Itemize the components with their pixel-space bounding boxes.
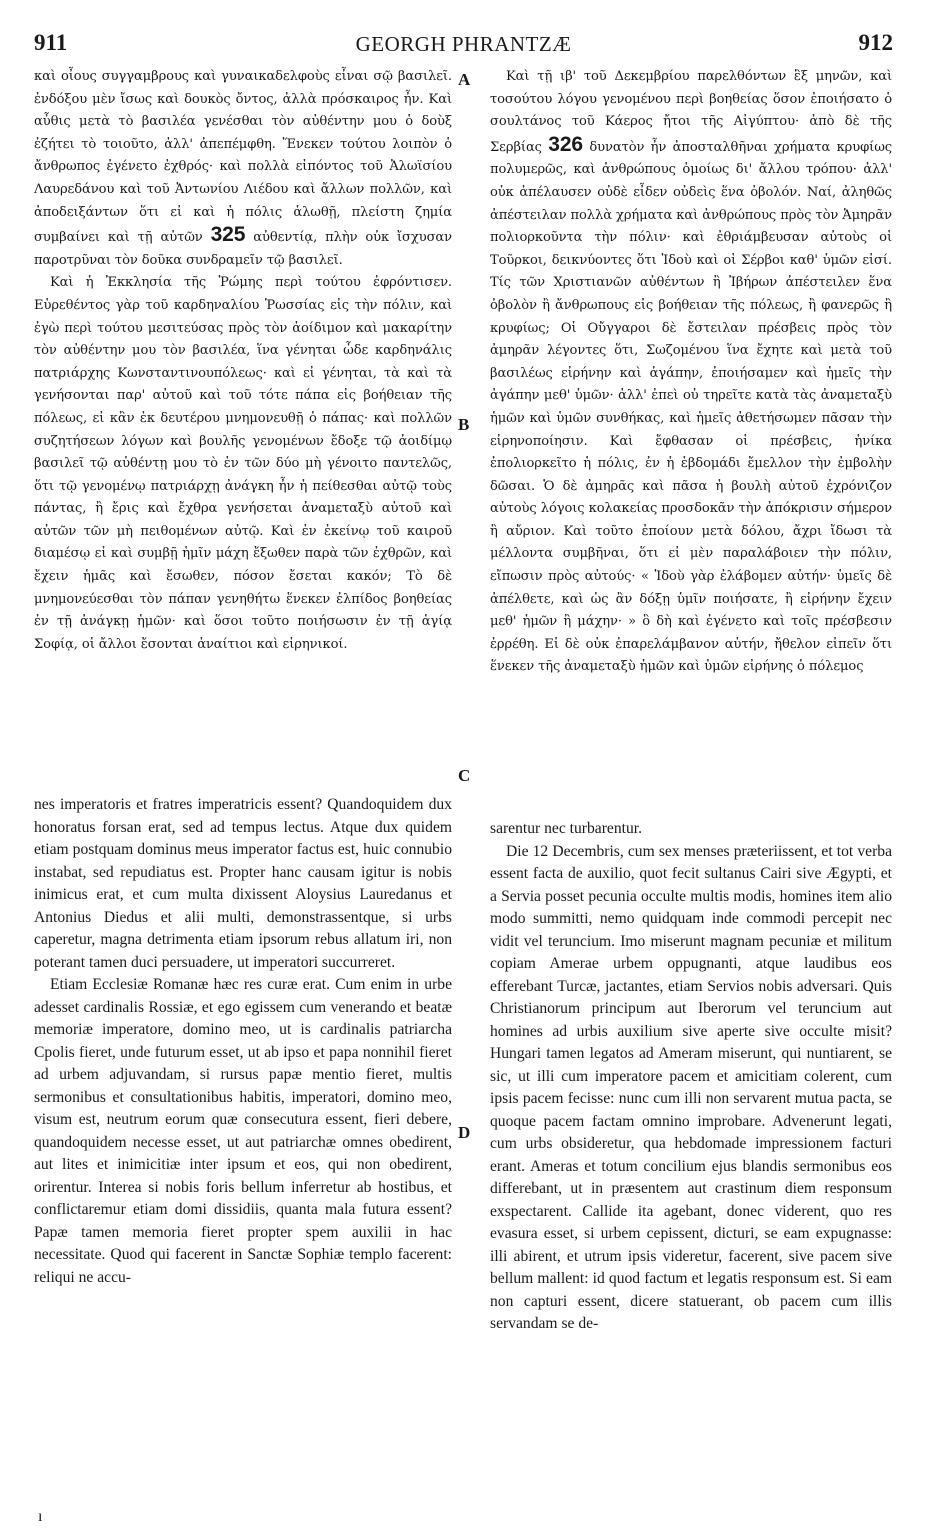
left-latin-paragraph-1: nes imperatoris et fratres imperatricis essent? Quandoquidem dux honoratus forsan erat, sed ad tempus lectus. Atque dux quidem etiam postquam dominus meus imperator factus est, huic connubio instabat, sed repudiatus est. Propter hanc causam igitur is nobis inimicus erat, et cum multa dixissent Aloysius Lauredanus et Antonius Diedus et alii multi, demonstrassentque, si urbs caperetur, magna detrimenta etiam ipsorum rebus allatum iri, non poterant tamen duci persuadere, ut imperatori succurreret. — [34, 796, 452, 971]
margin-letter-c: C — [458, 766, 471, 785]
right-page-number: 912 — [858, 30, 893, 55]
left-greek-paragraph-2: Καὶ ἡ Ἐκκλησία τῆς Ῥώμης περὶ τούτου ἐφρόντισεν. Εὑρεθέντος γὰρ τοῦ καρδηναλίου Ῥωσσίας εἰς τὴν πόλιν, καὶ ἐγὼ περὶ τούτου μεσιτεύσας πρὸς τὸν ἀοίδιμον καὶ μακαρίτην τὸν αὐθέντην μου τὸν βασιλέα, ἵνα γένηται ὧδε καρδηνάλις πατριάρχης Κωνσταντινουπόλεως· καὶ εἰ γένηται, τὰ καὶ τὰ γενήσονται παρ' αὐτοῦ καὶ τοῦ τότε πάπα εἰς βοήθειαν τῆς πόλεως, εἰ κἂν ἐκ δευτέρου μνημονευθῇ ὁ πάπας· καὶ πολλῶν συζητήσεων λόγων καὶ βουλῆς γενομένων ἔδοξε τῷ ἀοιδίμῳ βασιλεῖ τῷ αὐθέντῃ μου τὸ ἐν τῶν δύο μὴ γένοιτο παντελῶς, ὅτι τῷ γενομένῳ πατριάρχῃ ἀνάγκη ἦν ἡ πείθεσθαι αὐτῷ τοὺς πάντας, ἢ ἔρις καὶ ἔχθρα γενήσεται ἀναμεταξὺ αὐτοῦ καὶ αὐτῶν τῶν μὴ πειθομένων αὐτῷ. Καὶ ἐν ἐκείνῳ τοῦ καιροῦ διαμέσῳ εἰ καὶ συμβῇ ἡμῖν μάχη ἔξωθεν παρὰ τῶν ἐχθρῶν, καὶ ἔχειν ἡμᾶς καὶ ἔσωθεν, πόσον ἔσεται κακόν; Τὸ δὲ μνημονεύεσθαι τὸν πάπαν γενηθήτω ἕνεκεν ἐλπίδος βοηθείας ἐν τῇ ἀνάγκῃ ἡμῶν· καὶ ὅσοι τοῦτο ποιήσωσιν ἐν τῇ ἁγίᾳ Σοφίᾳ, οἱ ἄλλοι ἔσονται ἀναίτιοι καὶ εἰρηνικοί. — [34, 275, 452, 652]
right-greek-text-1b: δυνατὸν ἦν ἀποσταλθῆναι χρήματα κρυφίως πολυμερῶς, καὶ ἀνθρώπους ὁμοίως δι' ἄλλου τρόπου· ἀλλ' οὐκ ἀπέλαυσεν οὐδὲ εἶδεν οὐδεὶς ἕνα ὀβολόν. Ναί, ἀληθῶς ἀπέστειλαν πολλὰ χρήματα καὶ ἀνθρώπους πρὸς τὸν Ἀμηρᾶν πολιορκοῦντα τὴν πόλιν· καὶ ἐθριάμβευσαν αὐτοὺς οἱ Τοῦρκοι, δεικνύοντες ὅτι Ἰδοὺ καὶ οἱ Σέρβοι καθ' ὑμῶν εἰσί. Τίς τῶν Χριστιανῶν αὐθέντων ἢ Ἰβήρων ἀπέστειλεν ἕνα ὀβολὸν ἢ ἄνθρωπους εἰς βοήθειαν τῆς πόλεως, ἢ φανερῶς ἢ κρυφίως; Οἱ Οὔγγαροι δὲ ἔστειλαν πρέσβεις πρὸς τὸν ἀμηρᾶν λέγοντες ὅτι, Σωζομένου ἵνα ἔχητε καὶ μετὰ τοῦ βασιλέως εἰρήνην καὶ ἀγάπην, ἐποιήσαμεν καὶ ἡμεῖς τὴν ἀγάπην μεθ' ὑμῶν· ἀλλ' ἐπεὶ οὐ τηρεῖτε κατὰ τὰς ἀναμεταξὺ ἡμῶν καὶ ὑμῶν συνθήκας, καὶ ἡμεῖς ἀθετήσωμεν πᾶσαν τὴν εἰρηνοποίησιν. Καὶ ἔφθασαν οἱ πρέσβεις, ἡνίκα ἐπολιορκεῖτο ἡ πόλις, ἐν ἡ ἑβδομάδι ἔμελλον τὴν ἐμβολὴν δῶσαι. Ὁ δὲ ἀμηρᾶς καὶ πᾶσα ἡ βουλὴ αὐτοῦ ἐχρόνιζον αὐτοὺς λόγοις κολακείας προσδοκᾶν τὴν ἀπόκρισιν σήμερον ἢ αὔριον. Καὶ τοῦτο ἐποίουν μετὰ δόλου, ἄχρι ἴδωσι τὰ μέλλοντα συμβῆναι, ὅτι εἰ μὲν παραλάβοιεν τὴν πόλιν, εἴπωσιν πρὸς αὐτούς· « Ἰδοὺ γὰρ ἐλάβομεν αὐτήν· ὑμεῖς δὲ ἀπέλθετε, καὶ ὡς ἂν δόξῃ ὑμῖν ποιήσατε, ἢ εἰρήνην ἔχειν μεθ' ἡμῶν ἢ μάχην· » ὃ δὴ καὶ ἐγένετο καὶ τοῖς πρέσβεσιν ἐρρέθη. Εἰ δὲ οὐκ ἐπαρελάμβανον αὐτήν, ἤθελον εἰπεῖν ὅτι ἕνεκεν τῆς ἀναμεταξὺ ἡμῶν καὶ ὑμῶν εἰρήνης ὁ πόλεμος — [490, 139, 892, 675]
right-latin-column — [490, 818, 892, 1522]
left-greek-text-1b: αὐθεντίᾳ, πλὴν οὐκ ἴσχυσαν παροτρῦναι τὸν δοῦκα συνδραμεῖν τῷ βασιλεῖ. — [34, 230, 452, 268]
marginal-number-326: 326 — [548, 132, 583, 156]
running-header — [34, 30, 893, 60]
right-greek-column — [490, 66, 892, 812]
left-latin-paragraph-2: Etiam Ecclesiæ Romanæ hæc res curæ erat. Cum enim in urbe adesset cardinalis Rossiæ, et ego egissem cum venerando et beatæ memoriæ imperatore, domino meo, ut is cardinalis patriarcha Cpolis fieret, unde futurum esset, ut ab ipso et papa nonnihil fieret ad urbem adjuvandam, si rursus papæ mentio fieret, multis sermonibus et consultationibus habitis, imperatori, domino meo, visum est, neutrum eorum quæ consecutura essent, fieri debere, quandoquidem necesse esset, ut aut patriarchæ omnes obedirent, aut lites et inimicitiæ inter ipsum et eos, qui non obedirent, orirentur. Interea si nobis foris bellum inferretur ab hostibus, et conflictaremur etiam domi dissidiis, quanta mala futura essent? Papæ tamen memoria fieret propter spem auxilii in hac necessitate. Quod qui facerent in Sanctæ Sophiæ templo facerent: reliqui ne accu- — [34, 976, 452, 1286]
running-title: GEORGH PHRANTZÆ — [355, 32, 572, 56]
margin-letter-d: D — [458, 1123, 471, 1142]
left-page-number: 911 — [34, 30, 68, 55]
left-greek-column — [34, 66, 452, 751]
right-greek-text-1a: Καὶ τῇ ιβ' τοῦ Δεκεμβρίου παρελθόντων ἓξ μηνῶν, καὶ τοσούτου λόγου γενομένου περὶ βοηθείας ὅσον ἐποιήσατο ὁ σουλτάνος τοῦ Κάερος ἤτοι τῆς Αἰγύπτου· ἀπὸ δὲ τῆς Σερβίας — [490, 69, 892, 155]
margin-letter-b: B — [458, 415, 470, 434]
right-latin-paragraph-1: Die 12 Decembris, cum sex menses præteriissent, et tot verba essent facta de auxilio, quot fecit sultanus Cairi sive Ægypti, et a Servia posset pecunia occulte multis modis, homines item alio modo summitti, nemo quidquam inde commodi percepit nec vidit vel teruncium. Imo miserunt magnam pecuniæ et militum copiam Amerae urbem oppugnanti, atque laudibus eos efferebant Turcæ, jactantes, etiam Servios nobis adversari. Quis Christianorum principum aut Iberorum vel teruncium aut homines ad urbis auxilium sive aperte sive occulte misit? Hungari tamen legatos ad Ameram miserunt, qui nuntiarent, se sic, ut illi cum imperatore pacem et amicitiam colerent, cum ipsis pacem fecisse: nunc cum illi non servarent mutua pacta, se quoque pacem factam omnino improbare. Advenerunt legati, cum urbs obsideretur, qua hebdomade impressionem facturi erant. Ameras et totum concilium ejus blandis sermonibus eos differebant, ut in præsentem aut crastinum diem responsum exspectarent. Callide ita agebant, donec viderent, quo res evasura esset, si urbem cepissent, dicturi, se eam expugnasse: illi abirent, et utrum ipsis videretur, facerent, sive pacem sive bellum mallent: id quod factum et legatis responsum est. Si eam non capturi essent, dicere statuerant, ob pacem cum illis servandam se de- — [490, 842, 892, 1332]
margin-letter-a: A — [458, 70, 471, 89]
marginal-number-325: 325 — [210, 223, 246, 247]
text-cursor-mark: ı — [38, 1508, 43, 1525]
right-latin-continuation: sarentur nec turbarentur. — [490, 820, 642, 837]
left-greek-text-1a: καὶ οἶους συγγαμβρους καὶ γυναικαδελφοὺς εἶναι σῷ βασιλεῖ. ἐνδόξου μὲν ἴσως καὶ δουκὸς ὄντος, ἀλλὰ πρόσκαιρος ἦν. Καὶ αὖθις μετὰ τὸ βασιλέα γενέσθαι τὸν αὐθέντην μου ὁ δοὺξ ἐζήτει τὸ τοιοῦτο, ἀλλ' ἀπεπέμφθη. Ἕνεκεν τούτου λοιπὸν ὁ ἄνθρωπος ἐγένετο ἐχθρός· καὶ πολλὰ εἰπόντος τοῦ Ἀλωϊσίου Λαυρεδάνου καὶ τοῦ Ἀντωνίου Λιέδου καὶ ἄλλων πολλῶν, καὶ ἀποδειξάντων ὅτι εἰ καὶ ἡ πόλις ἁλωθῇ, πλείστη ζημία συμβαίνει καὶ τῇ αὐτῶν — [34, 69, 452, 246]
right-greek-paragraph-1 — [490, 66, 892, 679]
left-greek-paragraph-1 — [34, 66, 452, 272]
left-latin-column — [34, 794, 452, 1522]
